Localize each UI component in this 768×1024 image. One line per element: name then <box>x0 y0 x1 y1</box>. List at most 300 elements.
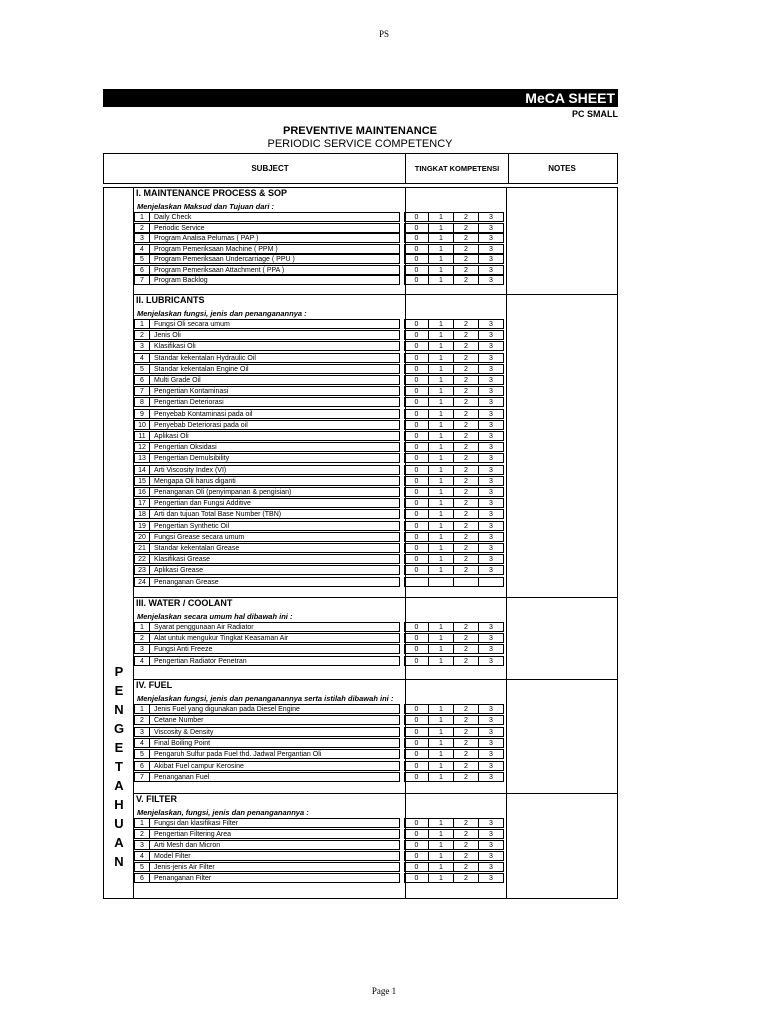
level-0-cell[interactable]: 0 <box>404 622 429 632</box>
item-text: Jenis-jenis Air Filter <box>150 862 400 872</box>
level-3-cell[interactable]: 3 <box>479 622 504 632</box>
item-text: Cetane Number <box>150 715 400 725</box>
level-1-cell[interactable]: 1 <box>429 829 454 839</box>
level-3-cell[interactable]: 3 <box>479 223 504 233</box>
vertical-letter: E <box>114 683 124 698</box>
level-3-cell[interactable]: 3 <box>479 749 504 759</box>
item-number: 4 <box>134 851 150 861</box>
item-number: 4 <box>134 353 150 363</box>
level-3-cell[interactable]: 3 <box>479 244 504 254</box>
item-text: Arti Viscosity Index (VI) <box>150 465 400 475</box>
level-3-cell[interactable]: 3 <box>479 212 504 222</box>
level-2-cell[interactable]: 2 <box>454 749 479 759</box>
level-1-cell[interactable]: 1 <box>429 212 454 222</box>
level-0-cell[interactable]: 0 <box>404 738 429 748</box>
sheet-title-bar <box>103 89 618 107</box>
level-3-cell[interactable]: 3 <box>479 319 504 329</box>
vertical-label-pengetahuan <box>104 188 134 898</box>
level-3-cell[interactable]: 3 <box>479 772 504 782</box>
vertical-letter: G <box>113 721 125 736</box>
item-row <box>134 521 504 532</box>
item-text: Penanganan Filter <box>150 873 400 883</box>
level-3-cell[interactable]: 3 <box>479 532 504 542</box>
item-row <box>134 431 504 442</box>
item-row <box>134 532 504 543</box>
item-number: 3 <box>134 644 150 654</box>
item-row <box>134 254 504 265</box>
item-number: 23 <box>134 565 150 575</box>
level-0-cell[interactable]: 0 <box>404 633 429 643</box>
level-3-cell[interactable]: 3 <box>479 761 504 771</box>
level-2-cell[interactable]: 2 <box>454 521 479 531</box>
level-0-cell[interactable]: 0 <box>404 521 429 531</box>
level-2-cell[interactable]: 2 <box>454 409 479 419</box>
level-0-cell[interactable]: 0 <box>404 498 429 508</box>
item-text: Klasifikasi Oli <box>150 341 400 351</box>
level-3-cell[interactable]: 3 <box>479 656 504 666</box>
level-1-cell[interactable]: 1 <box>429 420 454 430</box>
level-1-cell[interactable]: 1 <box>429 772 454 782</box>
level-3-cell[interactable]: 3 <box>479 840 504 850</box>
vertical-letter: N <box>114 854 124 869</box>
item-number: 7 <box>134 772 150 782</box>
level-3-cell[interactable]: 3 <box>479 633 504 643</box>
level-2-cell[interactable]: 2 <box>454 244 479 254</box>
item-text: Klasifikasi Grease <box>150 554 400 564</box>
level-2-cell[interactable]: 2 <box>454 386 479 396</box>
level-2-cell[interactable]: 2 <box>454 487 479 497</box>
level-2-cell[interactable]: 2 <box>454 873 479 883</box>
item-row <box>134 554 504 565</box>
level-3-cell[interactable]: 3 <box>479 829 504 839</box>
level-0-cell[interactable]: 0 <box>404 761 429 771</box>
level-2-cell[interactable]: 2 <box>454 341 479 351</box>
level-0-cell[interactable]: 0 <box>404 319 429 329</box>
item-number: 8 <box>134 397 150 407</box>
level-0-cell[interactable]: 0 <box>404 386 429 396</box>
level-1-cell[interactable]: 1 <box>429 364 454 374</box>
level-0-cell[interactable]: 0 <box>404 565 429 575</box>
item-row <box>134 265 504 276</box>
level-1-cell[interactable]: 1 <box>429 487 454 497</box>
level-0-cell[interactable]: 0 <box>404 265 429 275</box>
item-number: 13 <box>134 453 150 463</box>
item-text: Syarat penggunaan Air Radiator <box>150 622 400 632</box>
level-2-cell[interactable]: 2 <box>454 704 479 714</box>
level-0-cell[interactable]: 0 <box>404 375 429 385</box>
level-2-cell[interactable]: 2 <box>454 633 479 643</box>
level-3-cell[interactable]: 3 <box>479 509 504 519</box>
level-2-cell[interactable]: 2 <box>454 840 479 850</box>
level-1-cell[interactable]: 1 <box>429 254 454 264</box>
level-1-cell[interactable]: 1 <box>429 633 454 643</box>
level-3-cell[interactable]: 3 <box>479 353 504 363</box>
level-2-cell[interactable]: 2 <box>454 543 479 553</box>
item-text: Penyebab Deteriorasi pada oil <box>150 420 400 430</box>
level-0-cell[interactable]: 0 <box>404 727 429 737</box>
level-2-cell[interactable]: 2 <box>454 465 479 475</box>
level-3-cell[interactable]: 3 <box>479 409 504 419</box>
item-text: Akibat Fuel campur Kerosine <box>150 761 400 771</box>
level-1-cell[interactable]: 1 <box>429 353 454 363</box>
level-2-cell[interactable]: 2 <box>454 715 479 725</box>
level-2-cell[interactable]: 2 <box>454 375 479 385</box>
item-text: Pengertian Deteriorasi <box>150 397 400 407</box>
level-1-cell[interactable]: 1 <box>429 622 454 632</box>
item-number: 22 <box>134 554 150 564</box>
item-row <box>134 851 504 862</box>
item-row <box>134 622 504 633</box>
page-footer: Page 1 <box>371 986 397 996</box>
subject-header: SUBJECT <box>251 164 289 173</box>
level-2-cell[interactable]: 2 <box>454 476 479 486</box>
level-0-cell[interactable]: 0 <box>404 543 429 553</box>
level-3-cell[interactable] <box>479 577 504 587</box>
section-title: II. LUBRICANTS <box>136 295 205 305</box>
level-2-cell[interactable]: 2 <box>454 772 479 782</box>
level-0-cell[interactable]: 0 <box>404 487 429 497</box>
level-2-cell[interactable] <box>454 577 479 587</box>
item-row <box>134 644 504 655</box>
section-title: I. MAINTENANCE PROCESS & SOP <box>136 188 288 198</box>
item-row <box>134 375 504 386</box>
item-row <box>134 498 504 509</box>
level-3-cell[interactable]: 3 <box>479 386 504 396</box>
level-1-cell[interactable]: 1 <box>429 761 454 771</box>
item-number: 1 <box>134 622 150 632</box>
item-row <box>134 565 504 576</box>
item-text: Penyebab Kontaminasi pada oil <box>150 409 400 419</box>
level-3-cell[interactable]: 3 <box>479 862 504 872</box>
item-row <box>134 353 504 364</box>
level-1-cell[interactable] <box>429 577 454 587</box>
level-2-cell[interactable]: 2 <box>454 644 479 654</box>
level-1-cell[interactable]: 1 <box>429 386 454 396</box>
level-3-cell[interactable]: 3 <box>479 442 504 452</box>
level-1-cell[interactable]: 1 <box>429 375 454 385</box>
item-text: Fungsi Grease secara umum <box>150 532 400 542</box>
level-1-cell[interactable]: 1 <box>429 749 454 759</box>
item-row <box>134 873 504 884</box>
item-text: Program Pemeriksaan Undercarriage ( PPU ) <box>150 254 400 264</box>
level-2-cell[interactable]: 2 <box>454 431 479 441</box>
sheet-title: MeCA SHEET <box>525 90 615 106</box>
level-3-cell[interactable]: 3 <box>479 487 504 497</box>
vertical-letter: A <box>114 835 124 850</box>
item-number: 3 <box>134 341 150 351</box>
level-0-cell[interactable]: 0 <box>404 364 429 374</box>
level-0-cell[interactable]: 0 <box>404 453 429 463</box>
vertical-letter: N <box>114 702 124 717</box>
item-row <box>134 465 504 476</box>
item-text: Mengapa Oli harus diganti <box>150 476 400 486</box>
level-2-cell[interactable]: 2 <box>454 851 479 861</box>
item-text: Pengertian Kontaminasi <box>150 386 400 396</box>
level-0-cell[interactable]: 0 <box>404 341 429 351</box>
level-1-cell[interactable]: 1 <box>429 409 454 419</box>
level-1-cell[interactable]: 1 <box>429 715 454 725</box>
level-1-cell[interactable]: 1 <box>429 521 454 531</box>
level-2-cell[interactable]: 2 <box>454 265 479 275</box>
level-2-cell[interactable]: 2 <box>454 656 479 666</box>
level-3-cell[interactable]: 3 <box>479 704 504 714</box>
item-number: 2 <box>134 829 150 839</box>
level-2-cell[interactable]: 2 <box>454 532 479 542</box>
level-1-cell[interactable]: 1 <box>429 818 454 828</box>
level-1-cell[interactable]: 1 <box>429 244 454 254</box>
item-row <box>134 656 504 667</box>
level-0-cell[interactable]: 0 <box>404 829 429 839</box>
item-text: Standar kekentalan Engine Oil <box>150 364 400 374</box>
level-3-cell[interactable]: 3 <box>479 265 504 275</box>
level-3-cell[interactable]: 3 <box>479 738 504 748</box>
level-1-cell[interactable]: 1 <box>429 862 454 872</box>
item-row <box>134 386 504 397</box>
level-2-cell[interactable]: 2 <box>454 212 479 222</box>
document-subtitle: PERIODIC SERVICE COMPETENCY <box>267 138 453 150</box>
level-2-cell[interactable]: 2 <box>454 862 479 872</box>
vertical-letter: H <box>114 797 124 812</box>
section-intro: Menjelaskan fungsi, jenis dan penanganannya : <box>137 309 307 318</box>
item-row <box>134 476 504 487</box>
level-2-cell[interactable]: 2 <box>454 254 479 264</box>
level-3-cell[interactable]: 3 <box>479 644 504 654</box>
level-0-cell[interactable]: 0 <box>404 442 429 452</box>
level-1-cell[interactable]: 1 <box>429 644 454 654</box>
level-2-cell[interactable]: 2 <box>454 420 479 430</box>
level-2-cell[interactable]: 2 <box>454 565 479 575</box>
item-text: Pengertian Filtering Area <box>150 829 400 839</box>
level-0-cell[interactable]: 0 <box>404 465 429 475</box>
item-text: Multi Grade Oil <box>150 375 400 385</box>
level-0-cell[interactable]: 0 <box>404 851 429 861</box>
level-0-cell[interactable]: 0 <box>404 431 429 441</box>
level-0-cell[interactable]: 0 <box>404 532 429 542</box>
item-number: 10 <box>134 420 150 430</box>
level-2-cell[interactable]: 2 <box>454 330 479 340</box>
item-row <box>134 715 504 726</box>
level-1-cell[interactable]: 1 <box>429 509 454 519</box>
item-text: Model Filter <box>150 851 400 861</box>
level-3-cell[interactable]: 3 <box>479 818 504 828</box>
level-1-cell[interactable]: 1 <box>429 453 454 463</box>
level-0-cell[interactable]: 0 <box>404 244 429 254</box>
level-2-cell[interactable]: 2 <box>454 319 479 329</box>
level-0-cell[interactable]: 0 <box>404 644 429 654</box>
section-intro: Menjelaskan fungsi, jenis dan penanganannya serta istilah dibawah ini : <box>137 694 394 703</box>
item-row <box>134 772 504 783</box>
level-2-cell[interactable]: 2 <box>454 818 479 828</box>
item-number: 5 <box>134 254 150 264</box>
level-0-cell[interactable]: 0 <box>404 862 429 872</box>
item-text: Pengertian Demulsibility <box>150 453 400 463</box>
item-text: Program Backlog <box>150 275 400 285</box>
item-row <box>134 223 504 234</box>
level-0-cell[interactable]: 0 <box>404 656 429 666</box>
level-3-cell[interactable]: 3 <box>479 521 504 531</box>
level-1-cell[interactable]: 1 <box>429 341 454 351</box>
vertical-letter: P <box>114 664 124 679</box>
item-number: 7 <box>134 386 150 396</box>
level-2-cell[interactable]: 2 <box>454 275 479 285</box>
section-title: III. WATER / COOLANT <box>136 598 233 608</box>
item-text: Alat untuk mengukur Tingkat Keasaman Air <box>150 633 400 643</box>
level-0-cell[interactable]: 0 <box>404 330 429 340</box>
level-0-cell[interactable]: 0 <box>404 212 429 222</box>
item-number: 11 <box>134 431 150 441</box>
level-1-cell[interactable]: 1 <box>429 498 454 508</box>
item-number: 9 <box>134 409 150 419</box>
section-intro: Menjelaskan Maksud dan Tujuan dari : <box>137 202 274 211</box>
level-1-cell[interactable]: 1 <box>429 431 454 441</box>
level-1-cell[interactable]: 1 <box>429 330 454 340</box>
level-0-cell[interactable]: 0 <box>404 554 429 564</box>
level-2-cell[interactable]: 2 <box>454 223 479 233</box>
item-row <box>134 397 504 408</box>
level-1-cell[interactable]: 1 <box>429 543 454 553</box>
item-row <box>134 364 504 375</box>
level-2-cell[interactable]: 2 <box>454 364 479 374</box>
level-3-cell[interactable]: 3 <box>479 431 504 441</box>
level-0-cell[interactable]: 0 <box>404 715 429 725</box>
level-1-cell[interactable]: 1 <box>429 397 454 407</box>
level-3-cell[interactable]: 3 <box>479 476 504 486</box>
level-3-cell[interactable]: 3 <box>479 375 504 385</box>
level-1-cell[interactable]: 1 <box>429 532 454 542</box>
level-2-cell[interactable]: 2 <box>454 498 479 508</box>
level-3-cell[interactable]: 3 <box>479 330 504 340</box>
level-3-cell[interactable]: 3 <box>479 498 504 508</box>
level-2-cell[interactable]: 2 <box>454 738 479 748</box>
level-0-cell[interactable]: 0 <box>404 873 429 883</box>
level-0-cell[interactable]: 0 <box>404 233 429 243</box>
level-0-cell[interactable]: 0 <box>404 275 429 285</box>
level-0-cell[interactable]: 0 <box>404 254 429 264</box>
level-1-cell[interactable]: 1 <box>429 275 454 285</box>
level-3-cell[interactable]: 3 <box>479 254 504 264</box>
level-2-cell[interactable]: 2 <box>454 727 479 737</box>
item-number: 2 <box>134 223 150 233</box>
level-2-cell[interactable]: 2 <box>454 622 479 632</box>
level-3-cell[interactable]: 3 <box>479 554 504 564</box>
level-1-cell[interactable]: 1 <box>429 233 454 243</box>
level-2-cell[interactable]: 2 <box>454 509 479 519</box>
item-text: Fungsi Oli secara umum <box>150 319 400 329</box>
level-1-cell[interactable]: 1 <box>429 265 454 275</box>
item-number: 3 <box>134 727 150 737</box>
level-1-cell[interactable]: 1 <box>429 873 454 883</box>
level-2-cell[interactable]: 2 <box>454 554 479 564</box>
level-3-cell[interactable]: 3 <box>479 364 504 374</box>
level-3-cell[interactable]: 3 <box>479 851 504 861</box>
level-3-cell[interactable]: 3 <box>479 565 504 575</box>
level-0-cell[interactable]: 0 <box>404 223 429 233</box>
item-text: Aplikasi Grease <box>150 565 400 575</box>
level-1-cell[interactable]: 1 <box>429 727 454 737</box>
level-1-cell[interactable]: 1 <box>429 319 454 329</box>
item-row <box>134 244 504 255</box>
level-3-cell[interactable]: 3 <box>479 465 504 475</box>
level-1-cell[interactable]: 1 <box>429 442 454 452</box>
level-3-cell[interactable]: 3 <box>479 873 504 883</box>
item-number: 18 <box>134 509 150 519</box>
level-0-cell[interactable]: 0 <box>404 772 429 782</box>
level-0-cell[interactable]: 0 <box>404 509 429 519</box>
level-1-cell[interactable]: 1 <box>429 223 454 233</box>
level-0-cell[interactable]: 0 <box>404 840 429 850</box>
item-number: 15 <box>134 476 150 486</box>
level-3-cell[interactable]: 3 <box>479 715 504 725</box>
level-0-cell[interactable]: 0 <box>404 420 429 430</box>
level-3-cell[interactable]: 3 <box>479 233 504 243</box>
item-row <box>134 442 504 453</box>
item-number: 19 <box>134 521 150 531</box>
level-2-cell[interactable]: 2 <box>454 233 479 243</box>
level-1-cell[interactable]: 1 <box>429 704 454 714</box>
item-row <box>134 818 504 829</box>
level-2-cell[interactable]: 2 <box>454 829 479 839</box>
level-3-cell[interactable]: 3 <box>479 453 504 463</box>
level-2-cell[interactable]: 2 <box>454 761 479 771</box>
level-0-cell[interactable]: 0 <box>404 749 429 759</box>
level-1-cell[interactable]: 1 <box>429 554 454 564</box>
item-text: Pengertian Synthetic Oil <box>150 521 400 531</box>
item-number: 2 <box>134 633 150 643</box>
level-1-cell[interactable]: 1 <box>429 465 454 475</box>
level-0-cell[interactable]: 0 <box>404 397 429 407</box>
level-0-cell[interactable] <box>404 577 429 587</box>
level-1-cell[interactable]: 1 <box>429 738 454 748</box>
level-2-cell[interactable]: 2 <box>454 353 479 363</box>
section-title: V. FILTER <box>136 794 178 804</box>
item-text: Penanganan Oli (penyimpanan & pengisian) <box>150 487 400 497</box>
level-0-cell[interactable]: 0 <box>404 476 429 486</box>
item-text: Program Pemeriksaan Attachment ( PPA ) <box>150 265 400 275</box>
level-3-cell[interactable]: 3 <box>479 727 504 737</box>
level-0-cell[interactable]: 0 <box>404 704 429 714</box>
level-3-cell[interactable]: 3 <box>479 397 504 407</box>
level-3-cell[interactable]: 3 <box>479 543 504 553</box>
level-0-cell[interactable]: 0 <box>404 409 429 419</box>
level-1-cell[interactable]: 1 <box>429 565 454 575</box>
item-row <box>134 420 504 431</box>
level-1-cell[interactable]: 1 <box>429 476 454 486</box>
table-header <box>103 153 618 184</box>
item-text: Pengertian Oksidasi <box>150 442 400 452</box>
level-3-cell[interactable]: 3 <box>479 420 504 430</box>
level-2-cell[interactable]: 2 <box>454 442 479 452</box>
level-3-cell[interactable]: 3 <box>479 275 504 285</box>
level-3-cell[interactable]: 3 <box>479 341 504 351</box>
item-row <box>134 509 504 520</box>
level-0-cell[interactable]: 0 <box>404 818 429 828</box>
item-text: Pengertian dan Fungsi Additive <box>150 498 400 508</box>
level-1-cell[interactable]: 1 <box>429 656 454 666</box>
vertical-letter: E <box>114 740 124 755</box>
item-row <box>134 633 504 644</box>
section-separator <box>134 294 618 295</box>
item-text: Standar kekentalan Grease <box>150 543 400 553</box>
item-row <box>134 727 504 738</box>
item-row <box>134 738 504 749</box>
level-1-cell[interactable]: 1 <box>429 840 454 850</box>
level-2-cell[interactable]: 2 <box>454 453 479 463</box>
item-row <box>134 233 504 244</box>
item-row <box>134 409 504 420</box>
level-2-cell[interactable]: 2 <box>454 397 479 407</box>
level-1-cell[interactable]: 1 <box>429 851 454 861</box>
level-0-cell[interactable]: 0 <box>404 353 429 363</box>
